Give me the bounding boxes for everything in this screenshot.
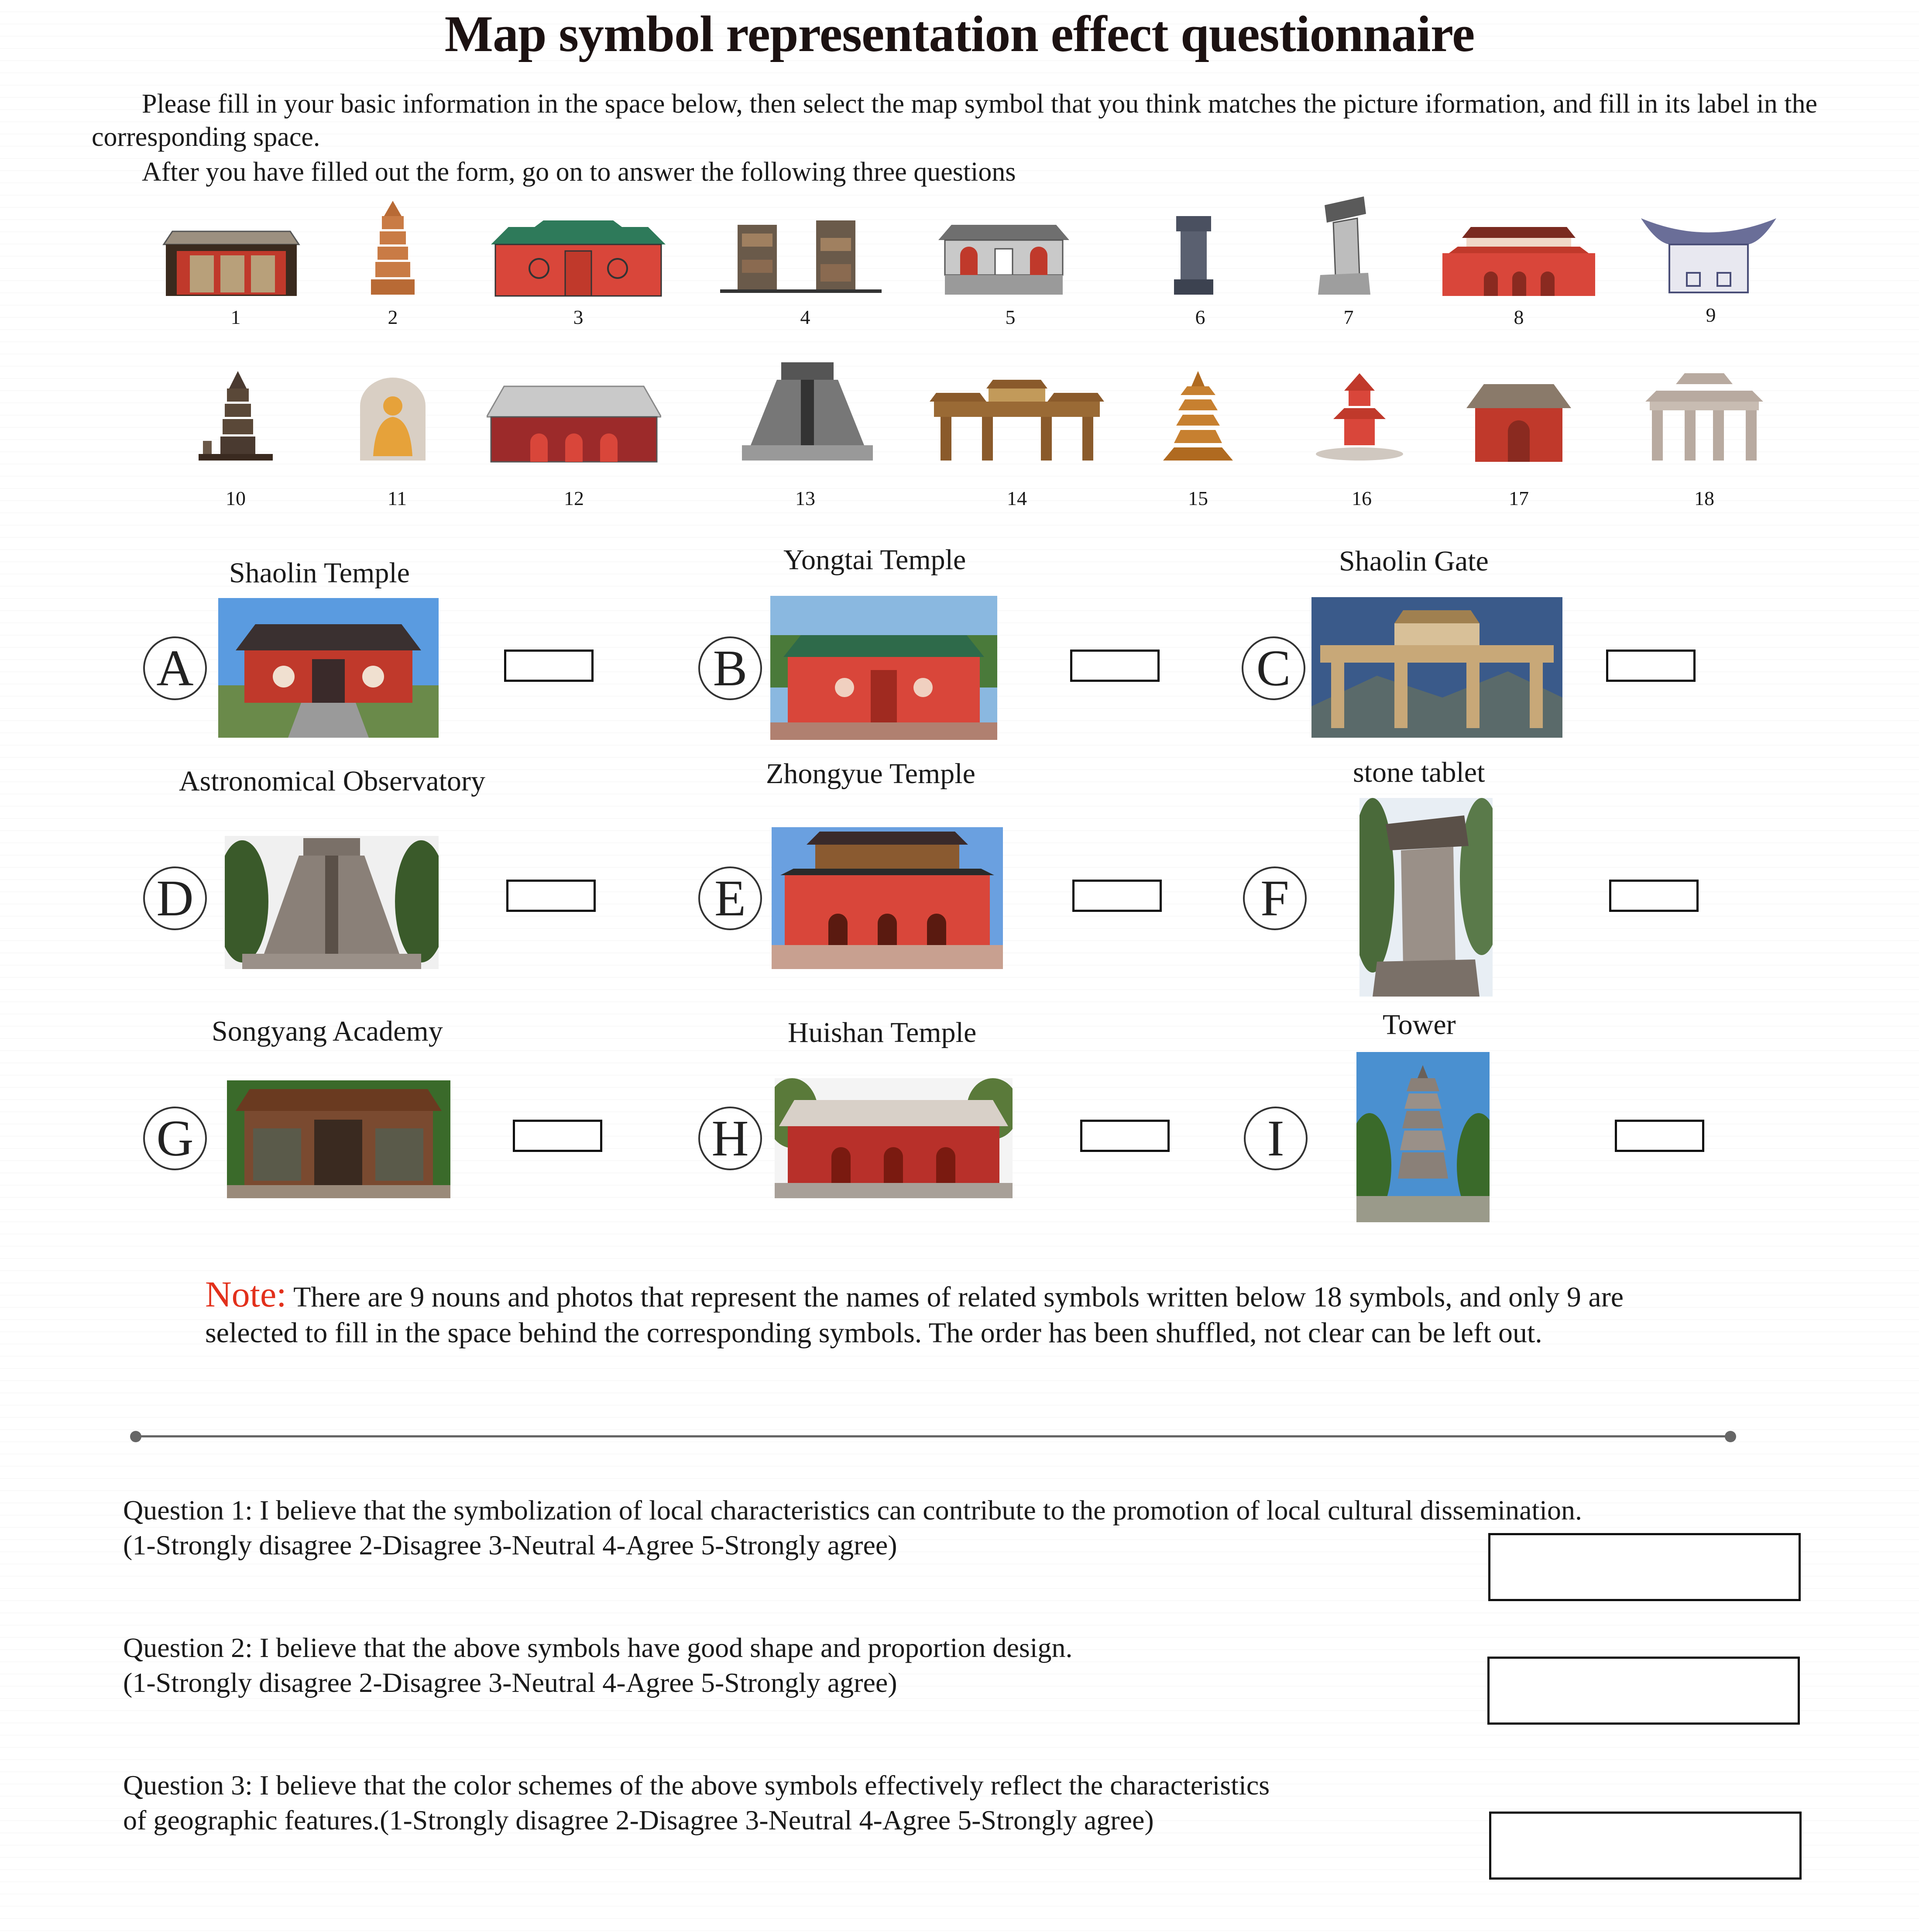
symbol-number: 16 xyxy=(1352,487,1372,509)
symbol-number: 3 xyxy=(573,306,584,328)
symbol-11-buddha-icon xyxy=(358,375,428,463)
question-1-text: Question 1: I believe that the symbolization of local characteristics can contribute to the promotion of local cultural dissemination. xyxy=(123,1495,1583,1526)
divider-endpoint xyxy=(130,1431,141,1442)
place-name: Yongtai Temple xyxy=(783,544,966,576)
place-name: Huishan Temple xyxy=(788,1017,977,1049)
symbol-17-red-temple-icon xyxy=(1466,378,1571,463)
photo-yongtai-temple xyxy=(770,596,997,740)
answer-box-h[interactable] xyxy=(1080,1120,1170,1152)
symbol-1-hall-icon xyxy=(159,227,303,297)
symbol-16-pavilion-tower-icon xyxy=(1314,371,1405,463)
symbol-number: 13 xyxy=(795,487,815,509)
symbol-number: 17 xyxy=(1509,487,1529,509)
letter-badge: I xyxy=(1244,1107,1308,1170)
symbol-number: 12 xyxy=(564,487,584,509)
symbol-number: 4 xyxy=(800,306,810,328)
photo-stone-tablet xyxy=(1359,798,1493,997)
letter-badge: F xyxy=(1243,866,1307,930)
place-name: Astronomical Observatory xyxy=(179,765,485,797)
place-name: Shaolin Temple xyxy=(229,557,410,589)
place-name: stone tablet xyxy=(1353,756,1485,788)
symbol-6-stele-icon xyxy=(1170,214,1218,297)
symbol-number: 5 xyxy=(1005,306,1016,328)
symbol-8-palace-icon xyxy=(1440,223,1597,297)
question-1-answer-box[interactable] xyxy=(1488,1533,1801,1601)
answer-box-c[interactable] xyxy=(1606,650,1696,682)
answer-box-a[interactable] xyxy=(504,650,594,682)
question-3-scale: of geographic features.(1-Strongly disagree 2-Disagree 3-Neutral 4-Agree 5-Strongly agree) xyxy=(123,1805,1154,1836)
question-2-answer-box[interactable] xyxy=(1487,1657,1800,1725)
answer-box-e[interactable] xyxy=(1072,880,1162,912)
symbol-number: 8 xyxy=(1514,306,1524,328)
intro-followup: After you have filled out the form, go on to answer the following three questions xyxy=(142,157,1016,187)
photo-songyang-academy xyxy=(227,1080,450,1198)
intro-instructions: Please fill in your basic information in the space below, then select the map symbol that you think matches the picture iformation, and fill in its label in the corresponding space. xyxy=(92,89,1818,152)
answer-box-i[interactable] xyxy=(1615,1120,1704,1152)
symbol-number: 2 xyxy=(388,306,398,328)
symbol-14-archway-icon xyxy=(930,375,1104,463)
symbol-number: 15 xyxy=(1188,487,1208,509)
question-3-answer-box[interactable] xyxy=(1489,1812,1802,1880)
symbol-18-gateway-icon xyxy=(1641,371,1768,463)
page-title: Map symbol representation effect questionnaire xyxy=(444,5,1475,62)
symbol-number: 7 xyxy=(1343,306,1354,328)
symbol-number: 9 xyxy=(1706,304,1716,326)
question-1-scale: (1-Strongly disagree 2-Disagree 3-Neutral 4-Agree 5-Strongly agree) xyxy=(123,1530,897,1561)
place-name: Zhongyue Temple xyxy=(766,758,975,790)
question-3-text: Question 3: I believe that the color schemes of the above symbols effectively reflect the characteristics xyxy=(123,1770,1270,1801)
symbol-7-stone-tablet-icon xyxy=(1316,192,1373,297)
photo-huishan-temple xyxy=(775,1078,1013,1198)
place-name: Tower xyxy=(1383,1009,1456,1041)
symbol-10-stupa-icon xyxy=(196,369,275,463)
symbol-number: 18 xyxy=(1694,487,1714,509)
photo-astronomical-observatory xyxy=(225,836,439,969)
answer-box-f[interactable] xyxy=(1609,880,1699,912)
symbol-2-pagoda-icon xyxy=(367,199,419,297)
symbol-5-temple-icon xyxy=(938,218,1069,297)
photo-tower xyxy=(1356,1052,1490,1222)
answer-box-g[interactable] xyxy=(513,1120,602,1152)
symbol-15-pagoda-icon xyxy=(1161,369,1235,463)
question-2-text: Question 2: I believe that the above symbols have good shape and proportion design. xyxy=(123,1632,1073,1663)
symbol-9-pavilion-icon xyxy=(1639,212,1778,295)
letter-badge: H xyxy=(698,1107,762,1170)
answer-box-d[interactable] xyxy=(506,880,596,912)
symbol-number: 10 xyxy=(226,487,246,509)
divider-endpoint xyxy=(1725,1431,1736,1442)
note-paragraph xyxy=(205,1274,1711,1351)
question-2-scale: (1-Strongly disagree 2-Disagree 3-Neutral 4-Agree 5-Strongly agree) xyxy=(123,1667,897,1698)
letter-badge: D xyxy=(143,866,207,930)
photo-zhongyue-temple xyxy=(772,827,1003,969)
note-text: There are 9 nouns and photos that represent the names of related symbols written below 18 symbols, and only 9 are selected to fill in the space behind the corresponding symbols. The order has been shuffled, not clear can be left out. xyxy=(205,1281,1624,1349)
place-name: Songyang Academy xyxy=(212,1015,443,1047)
symbol-3-gate-hall-icon xyxy=(491,218,666,297)
symbol-12-red-hall-icon xyxy=(487,382,661,463)
letter-badge: A xyxy=(143,636,207,700)
symbol-13-observatory-icon xyxy=(742,360,873,463)
letter-badge: B xyxy=(698,636,762,700)
letter-badge: E xyxy=(698,866,762,930)
symbol-number: 11 xyxy=(387,487,407,509)
place-name: Shaolin Gate xyxy=(1339,545,1489,577)
photo-shaolin-gate xyxy=(1311,597,1562,738)
note-label: Note: xyxy=(205,1274,287,1315)
answer-box-b[interactable] xyxy=(1070,650,1160,682)
letter-badge: C xyxy=(1242,636,1305,700)
symbol-number: 14 xyxy=(1007,487,1027,509)
letter-badge: G xyxy=(143,1107,207,1170)
photo-shaolin-temple xyxy=(218,598,439,738)
symbol-number: 1 xyxy=(230,306,241,328)
symbol-number: 6 xyxy=(1195,306,1205,328)
section-divider xyxy=(135,1435,1728,1437)
symbol-4-ruins-icon xyxy=(720,216,882,295)
